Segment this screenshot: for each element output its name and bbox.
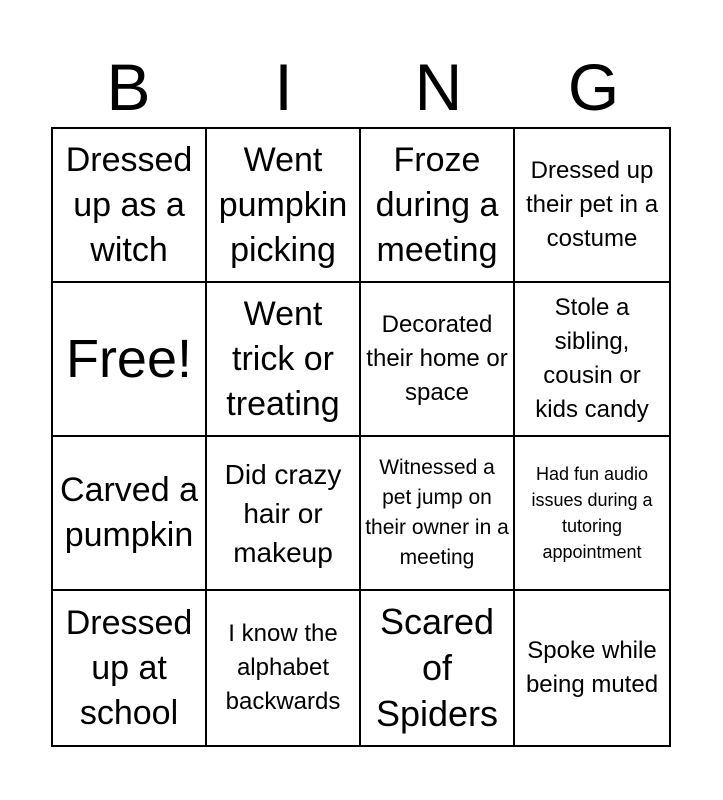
bingo-cell-r1-c2[interactable] [207,129,361,283]
cell-text: Froze during a meeting [375,140,499,269]
bingo-cell-r2-c3[interactable] [361,283,515,437]
cell-text: Carved a pumpkin [60,471,198,554]
header-letter-n: N [414,50,463,124]
bingo-cell-r1-c3[interactable] [361,129,515,283]
cell-text: Decorated their home or space [366,311,508,406]
cell-text: Dressed up at school [65,603,193,732]
header-letter-i: I [274,50,293,124]
bingo-cell-r4-c2[interactable] [207,591,361,745]
bingo-cell-r1-c1[interactable] [53,129,207,283]
cell-text: Scared of Spiders [375,601,499,734]
bingo-cell-r2-c4[interactable] [515,283,669,437]
bingo-cell-r2-c2[interactable] [207,283,361,437]
cell-text: Dressed up as a witch [65,140,193,269]
bingo-cell-r4-c4[interactable] [515,591,669,745]
bingo-cell-r3-c3[interactable] [361,437,515,591]
header-letter-b: B [106,50,151,124]
cell-text: Did crazy hair or makeup [224,458,342,568]
bingo-cell-r2-c1-free[interactable] [53,283,207,437]
cell-text: Stole a sibling, cousin or kids candy [535,294,649,423]
bingo-cell-r3-c1[interactable] [53,437,207,591]
cell-text: Had fun audio issues during a tutoring appointment [531,464,653,562]
header-letter-g: G [567,50,620,124]
cell-text: I know the alphabet backwards [225,620,341,715]
bingo-cell-r4-c3[interactable] [361,591,515,745]
cell-text: Went pumpkin picking [218,140,348,269]
bingo-cell-r3-c2[interactable] [207,437,361,591]
cell-text: Spoke while being muted [525,637,659,698]
bingo-cell-r1-c4[interactable] [515,129,669,283]
bingo-cell-r3-c4[interactable] [515,437,669,591]
cell-text: Witnessed a pet jump on their owner in a meeting [365,456,509,569]
bingo-cell-r4-c1[interactable] [53,591,207,745]
cell-text: Dressed up their pet in a costume [525,157,659,252]
bingo-header [51,48,671,126]
cell-text: Went trick or treating [226,294,340,423]
cell-text: Free! [65,329,193,389]
bingo-grid [51,127,671,747]
